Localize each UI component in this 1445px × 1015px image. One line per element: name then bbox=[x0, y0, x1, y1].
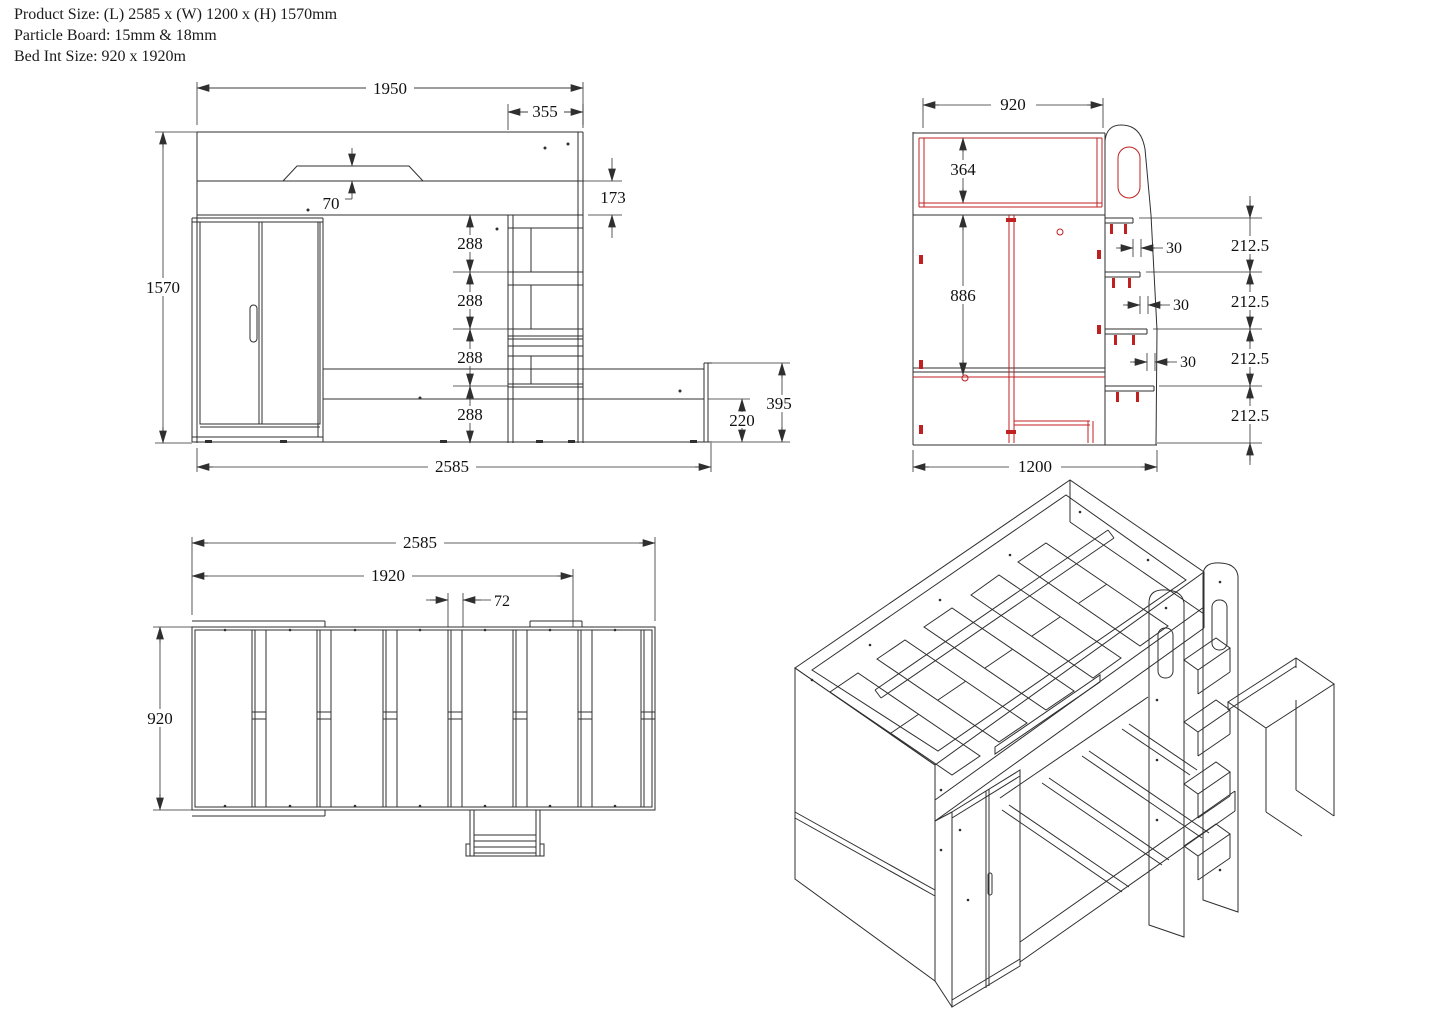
title-particle-board: Particle Board: 15mm & 18mm bbox=[14, 27, 217, 44]
side-elevation-view bbox=[913, 95, 1275, 476]
front-lower-bed bbox=[323, 363, 712, 442]
grab-handle-cutout bbox=[1118, 147, 1140, 198]
iso-upper-bed bbox=[795, 480, 1204, 821]
iso-detail-dots bbox=[811, 511, 1222, 902]
side-steps bbox=[1105, 218, 1154, 402]
dim-plan-2585 bbox=[192, 533, 655, 621]
red-fitting bbox=[919, 425, 923, 434]
red-cam-fitting bbox=[962, 375, 968, 381]
dim-front-288-chain bbox=[452, 215, 508, 443]
iso-lower-slats bbox=[1002, 724, 1209, 892]
iso-handle-cutout-outer bbox=[1212, 600, 1227, 650]
dim-label-395: 395 bbox=[766, 394, 792, 413]
dim-label-886: 886 bbox=[950, 286, 976, 305]
dim-label-70: 70 bbox=[322, 194, 340, 213]
screw-dot bbox=[307, 209, 310, 212]
red-fitting bbox=[1132, 335, 1135, 345]
dim-label-1950: 1950 bbox=[373, 79, 407, 98]
iso-step-2 bbox=[1184, 700, 1230, 756]
dim-side-364 bbox=[940, 138, 985, 203]
dim-label-364: 364 bbox=[950, 160, 976, 179]
red-fitting bbox=[1097, 325, 1101, 334]
isometric-view bbox=[795, 480, 1334, 1007]
iso-step-1 bbox=[1184, 638, 1230, 694]
red-fitting bbox=[919, 360, 923, 369]
dim-label-288-3: 288 bbox=[457, 348, 483, 367]
red-fitting bbox=[1097, 250, 1101, 259]
screw-dot bbox=[419, 397, 422, 400]
iso-end-band bbox=[1070, 480, 1204, 614]
dim-label-1200: 1200 bbox=[1018, 457, 1052, 476]
foot-mark bbox=[690, 440, 697, 443]
dim-label-72: 72 bbox=[494, 593, 510, 610]
red-fitting bbox=[1006, 430, 1016, 434]
iso-step-unit bbox=[1149, 563, 1238, 937]
dim-label-30-3: 30 bbox=[1180, 354, 1196, 371]
dim-label-288-4: 288 bbox=[457, 405, 483, 424]
screw-dot bbox=[496, 228, 499, 231]
front-frame-lines bbox=[197, 132, 583, 443]
iso-rim-outer bbox=[795, 480, 1204, 765]
title-bed-int-size: Bed Int Size: 920 x 1920m bbox=[14, 48, 186, 65]
front-ladder-shelf-column bbox=[508, 215, 583, 443]
dim-label-plan-2585: 2585 bbox=[403, 533, 437, 552]
title-product-size: Product Size: (L) 2585 x (W) 1200 x (H) 1570mm bbox=[14, 6, 338, 23]
dim-side-886 bbox=[940, 215, 985, 375]
iso-handle-cutout-inner bbox=[1158, 628, 1173, 678]
iso-step-panel-outer bbox=[1203, 563, 1238, 912]
dim-label-2585: 2585 bbox=[435, 457, 469, 476]
plan-slats bbox=[252, 630, 655, 807]
front-wardrobe bbox=[192, 218, 323, 442]
red-fitting bbox=[919, 255, 923, 264]
red-fitting bbox=[1128, 278, 1131, 288]
dim-label-355: 355 bbox=[532, 102, 558, 121]
foot-mark bbox=[536, 440, 543, 443]
red-fitting bbox=[1110, 224, 1113, 234]
iso-lower-bed bbox=[1000, 697, 1235, 962]
dim-label-212-4: 212.5 bbox=[1230, 406, 1270, 425]
dim-plan-72 bbox=[426, 593, 510, 627]
iso-left-end-panel bbox=[795, 668, 935, 981]
dim-label-30-2: 30 bbox=[1173, 297, 1189, 314]
red-cam-fitting bbox=[1057, 229, 1063, 235]
dim-label-173: 173 bbox=[600, 188, 626, 207]
foot-mark bbox=[280, 440, 287, 443]
plan-ladder bbox=[466, 810, 544, 856]
foot-mark bbox=[205, 440, 212, 443]
screw-dot bbox=[544, 147, 547, 150]
dim-label-plan-920: 920 bbox=[147, 709, 173, 728]
foot-mark bbox=[568, 440, 575, 443]
iso-step-4 bbox=[1184, 824, 1230, 880]
wardrobe-handle bbox=[250, 305, 257, 342]
ladder-column-lines bbox=[508, 215, 583, 443]
dim-side-920 bbox=[923, 95, 1103, 128]
dim-side-212-chain bbox=[1139, 196, 1275, 465]
red-fitting bbox=[1136, 392, 1139, 402]
iso-wardrobe bbox=[935, 770, 1020, 1007]
red-fitting bbox=[1006, 218, 1016, 222]
dim-label-212-2: 212.5 bbox=[1230, 292, 1270, 311]
dim-label-288-2: 288 bbox=[457, 291, 483, 310]
dim-front-1950 bbox=[197, 79, 583, 125]
foot-mark bbox=[440, 440, 447, 443]
dim-side-1200 bbox=[913, 450, 1157, 476]
plan-dots bbox=[224, 629, 617, 808]
iso-step-3 bbox=[1184, 762, 1230, 818]
dim-label-212-3: 212.5 bbox=[1230, 349, 1270, 368]
ladder-foot bbox=[466, 844, 470, 856]
lower-bed-lines bbox=[323, 363, 712, 442]
dim-plan-1920 bbox=[192, 566, 573, 627]
dim-plan-920 bbox=[138, 627, 192, 810]
iso-upper-slats bbox=[830, 530, 1168, 775]
dim-label-920: 920 bbox=[1000, 95, 1026, 114]
dim-front-220 bbox=[708, 399, 761, 442]
dim-front-1570 bbox=[141, 132, 197, 443]
dim-label-1570: 1570 bbox=[146, 278, 180, 297]
iso-bench bbox=[1228, 658, 1334, 836]
dim-front-173 bbox=[583, 158, 626, 238]
front-elevation-view bbox=[141, 79, 798, 476]
dim-label-288-1: 288 bbox=[457, 234, 483, 253]
iso-rim-inner bbox=[812, 495, 1186, 751]
red-fitting bbox=[1116, 392, 1119, 402]
front-bed-outline bbox=[192, 132, 712, 443]
iso-center-rail bbox=[875, 530, 1114, 698]
red-fitting bbox=[1114, 335, 1117, 345]
red-fitting bbox=[1112, 278, 1115, 288]
screw-dot bbox=[679, 390, 682, 393]
dim-front-395 bbox=[712, 363, 798, 442]
headboard-cutout bbox=[283, 166, 423, 181]
screw-dot bbox=[567, 143, 570, 146]
ladder-foot bbox=[540, 844, 544, 856]
step-red-fittings bbox=[1110, 224, 1139, 402]
dim-label-1920: 1920 bbox=[371, 566, 405, 585]
iso-step-panel-inner bbox=[1149, 590, 1184, 937]
dim-front-2585 bbox=[197, 443, 711, 476]
iso-lower-back-rail bbox=[1000, 697, 1148, 798]
dim-label-220: 220 bbox=[729, 411, 755, 430]
dim-side-30-offsets bbox=[1116, 239, 1196, 371]
top-plan-view bbox=[138, 533, 655, 856]
dim-label-212-1: 212.5 bbox=[1230, 236, 1270, 255]
dim-label-30-1: 30 bbox=[1166, 240, 1182, 257]
dim-front-355 bbox=[508, 102, 583, 130]
red-fitting bbox=[1124, 224, 1127, 234]
